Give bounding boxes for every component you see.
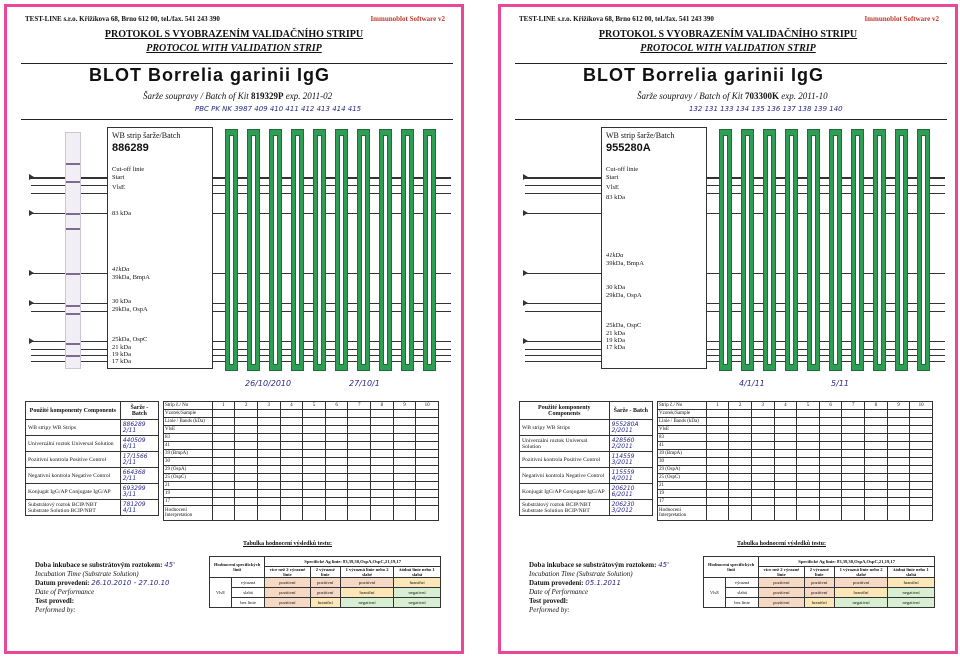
interp-cell: pozitivní	[834, 578, 887, 588]
interp-h1: Hodnocení specifických linií	[210, 557, 265, 578]
strip-number: 4	[774, 402, 797, 410]
component-batch: 115559 4/2011	[609, 468, 652, 484]
interp-vlse: VlsE	[704, 578, 726, 608]
interp-row-label: výrazná	[725, 578, 758, 588]
strip-number: 1	[212, 402, 235, 410]
grid-band: 30	[164, 458, 213, 466]
strip-number: 3	[257, 402, 280, 410]
interp-h2: Specifické Ag linie: 83,39,30,OspA,OspC,21,19,17	[265, 557, 441, 567]
start-label: Start	[606, 174, 619, 181]
interp-cell: hraniční	[310, 598, 340, 608]
kda29-label: 29kDa, OspA	[112, 306, 148, 313]
kda29-label: 29kDa, OspA	[606, 292, 642, 299]
performed-label-en: Performed by:	[529, 606, 570, 614]
interp-cell: hraniční	[804, 598, 834, 608]
arrow-icon	[29, 338, 34, 344]
interp-row-label: slabá	[231, 588, 264, 598]
grid-band: 21	[658, 482, 707, 490]
interp-cell: pozitivní	[759, 578, 804, 588]
strip	[917, 129, 930, 371]
component-batch: 664368 2/11	[120, 468, 158, 484]
components-header: Použité komponenty Components	[26, 402, 121, 420]
components-header: Použité komponenty Components	[520, 402, 610, 420]
grid-band: VlsE	[164, 426, 213, 434]
interp-cell: pozitivní	[759, 598, 804, 608]
batch-header: Šarže - Batch	[609, 402, 652, 420]
validation-strip	[65, 132, 81, 369]
component-batch: 781209 4/11	[120, 500, 158, 516]
strip	[291, 129, 304, 371]
grid-head-sample: Vzorek/Sample	[164, 410, 213, 418]
strip	[379, 129, 392, 371]
strip	[423, 129, 436, 371]
kda30-label: 30 kDa	[112, 298, 131, 305]
interp-h1: Hodnocení specifických linií	[704, 557, 759, 578]
strip	[357, 129, 370, 371]
interp-sub: více než 2 výrazné linie	[265, 567, 310, 578]
company-address: TEST-LINE s.r.o. Křižíkova 68, Brno 612 00, tel./fax. 541 243 390	[25, 15, 220, 23]
grid-band: VlsE	[658, 426, 707, 434]
interp-cell: pozitivní	[265, 598, 310, 608]
component-row: WB stripy WB Strips	[520, 420, 610, 436]
component-row: Negativní kontrola Negative Control	[520, 468, 610, 484]
strip-label-box	[601, 127, 707, 369]
strip-number: 9	[393, 402, 416, 410]
interp-sub: 2 výrazné linie	[804, 567, 834, 578]
strip-number: 10	[910, 402, 933, 410]
date-label-en: Date of Performance	[35, 588, 95, 596]
components-table	[519, 401, 653, 516]
strip	[247, 129, 260, 371]
strip-grid-table	[657, 401, 933, 521]
strip-number: 7	[348, 402, 371, 410]
grid-band: 29 (OspA)	[164, 466, 213, 474]
handwritten-date-b: 5/11	[831, 379, 849, 388]
divider	[21, 63, 453, 64]
divider	[515, 119, 947, 120]
interp-cell: negativní	[888, 588, 935, 598]
grid-head-strip: Strip č./ No	[164, 402, 213, 410]
interp-sub: žádná linie nebo 1 slabá	[394, 567, 441, 578]
component-batch: 693299 3/11	[120, 484, 158, 500]
grid-band: 17	[658, 498, 707, 506]
date-value: 26.10.2010 - 27.10.10	[91, 579, 170, 587]
exp-value: 2011-02	[302, 91, 333, 101]
date-value: 05.1.2011	[585, 579, 621, 587]
company-header	[519, 15, 947, 23]
title-en: PROTOCOL WITH VALIDATION STRIP	[146, 43, 322, 54]
interp-cell: negativní	[888, 598, 935, 608]
arrow-icon	[29, 210, 34, 216]
strip	[269, 129, 282, 371]
interp-cell: hraniční	[888, 578, 935, 588]
kda83-label: 83 kDa	[112, 210, 131, 217]
batch-value: 819329P	[251, 91, 284, 101]
grid-band: 21	[164, 482, 213, 490]
grid-band: 83	[658, 434, 707, 442]
grid-band: 39 (BmpA)	[658, 450, 707, 458]
strip	[851, 129, 864, 371]
interp-cell: hraniční	[394, 578, 441, 588]
date-label: Datum provedení:	[35, 579, 90, 587]
component-batch: 440509 6/11	[120, 436, 158, 452]
component-row: Univerzální roztok Universal Solution	[26, 436, 121, 452]
arrow-icon	[523, 210, 528, 216]
component-row: Konjugát IgG/AP Conjugate IgG/AP	[520, 484, 610, 500]
component-row: Pozitivní kontrola Positive Control	[520, 452, 610, 468]
kda21-label: 21 kDa	[606, 330, 625, 337]
interpretation-title: Tabulka hodnocení výsledků testu:	[737, 541, 826, 547]
company-address: TEST-LINE s.r.o. Křižíkova 68, Brno 612 00, tel./fax. 541 243 390	[519, 15, 714, 23]
component-row: Pozitivní kontrola Positive Control	[26, 452, 121, 468]
component-row: Univerzální roztok Universal Solution	[520, 436, 610, 452]
grid-interpretation: Hodnocení Interpretation	[164, 506, 213, 521]
interp-sub: 1 výrazná linie nebo 2 slabé	[834, 567, 887, 578]
interp-cell: pozitivní	[804, 588, 834, 598]
company-header	[25, 15, 453, 23]
interp-row-label: bez linie	[725, 598, 758, 608]
interp-cell: negativní	[394, 588, 441, 598]
grid-head-strip: Strip č./ No	[658, 402, 707, 410]
kda83-label: 83 kDa	[606, 194, 625, 201]
vlse-label: VlsE	[112, 184, 125, 191]
component-row: Negativní kontrola Negative Control	[26, 468, 121, 484]
incubation-label: Doba inkubace se substrátovým roztokem:	[35, 561, 163, 569]
interp-row-label: výrazná	[231, 578, 264, 588]
wb-batch-number: 955280A	[606, 142, 651, 154]
protocol-sheet-right	[498, 4, 958, 654]
strip	[335, 129, 348, 371]
kda17-label: 17 kDa	[606, 344, 625, 351]
component-row: Konjugát IgG/AP Conjugate IgG/AP	[26, 484, 121, 500]
interp-cell: hraniční	[340, 588, 393, 598]
strip-number: 1	[706, 402, 729, 410]
grid-band: 30	[658, 458, 707, 466]
strip-number: 9	[887, 402, 910, 410]
exp-value: 2011-10	[798, 91, 828, 101]
divider	[21, 119, 453, 120]
batch-line	[143, 91, 332, 101]
incubation-block	[35, 561, 175, 615]
strip-number: 2	[235, 402, 258, 410]
incubation-block	[529, 561, 669, 615]
interp-cell: negativní	[394, 598, 441, 608]
cutoff-label: Cut-off linie	[606, 166, 639, 173]
incubation-label-en: Incubation Time (Substrate Solution)	[35, 570, 139, 578]
strip-number: 6	[819, 402, 842, 410]
title-en: PROTOCOL WITH VALIDATION STRIP	[640, 43, 816, 54]
performed-label-en: Performed by:	[35, 606, 76, 614]
component-row: Substrátový roztok BCIP/NBT Substrate Solution BCIP/NBT	[520, 500, 610, 516]
interp-sub: více než 2 výrazné linie	[759, 567, 804, 578]
interp-cell: hraniční	[834, 588, 887, 598]
interp-cell: negativní	[340, 598, 393, 608]
software-brand: Immunoblot Software v2	[370, 15, 445, 23]
components-table	[25, 401, 159, 516]
interp-vlse: VlsE	[210, 578, 232, 608]
component-batch: 886289 2/11	[120, 420, 158, 436]
kda41-label: 41kDa	[606, 252, 624, 259]
strip	[741, 129, 754, 371]
kda39-label: 39kDa, BmpA	[606, 260, 644, 267]
strip	[829, 129, 842, 371]
grid-interpretation: Hodnocení Interpretation	[658, 506, 707, 521]
interp-row-label: bez linie	[231, 598, 264, 608]
interp-cell: pozitivní	[310, 578, 340, 588]
kda39-label: 39kDa, BmpA	[112, 274, 150, 281]
start-label: Start	[112, 174, 125, 181]
column-handwriting: PBC PK NK 3987 409 410 411 412 413 414 415	[195, 105, 362, 113]
kda30-label: 30 kDa	[606, 284, 625, 291]
batch-line	[637, 91, 828, 101]
interpretation-title: Tabulka hodnocení výsledků testu:	[243, 541, 332, 547]
interp-cell: pozitivní	[265, 588, 310, 598]
kda17-label: 17 kDa	[112, 358, 131, 365]
grid-head-bands: Linie / Bands (kDa)	[658, 418, 707, 426]
exp-label: exp.	[781, 91, 797, 101]
interp-cell: negativní	[834, 598, 887, 608]
grid-band: 41	[164, 442, 213, 450]
batch-label: Šarže soupravy / Batch of Kit	[143, 91, 249, 101]
component-batch: 428560 2/2011	[609, 436, 652, 452]
interp-sub: 1 výrazná linie nebo 2 slabé	[340, 567, 393, 578]
interp-cell: pozitivní	[759, 588, 804, 598]
strip	[719, 129, 732, 371]
strip	[785, 129, 798, 371]
kda19-label: 19 kDa	[112, 351, 131, 358]
arrow-icon	[523, 174, 528, 180]
component-batch: 206210 6/2011	[609, 484, 652, 500]
grid-band: 39 (BmpA)	[164, 450, 213, 458]
component-batch: 114559 3/2011	[609, 452, 652, 468]
grid-band: 41	[658, 442, 707, 450]
grid-band: 17	[164, 498, 213, 506]
blot-title: BLOT Borrelia garinii IgG	[583, 65, 825, 85]
grid-band: 25 (OspC)	[658, 474, 707, 482]
interp-sub: 2 výrazné linie	[310, 567, 340, 578]
grid-band: 83	[164, 434, 213, 442]
component-batch: 955280A 2/2011	[609, 420, 652, 436]
strip	[313, 129, 326, 371]
kda21-label: 21 kDa	[112, 344, 131, 351]
kda25-label: 25kDa, OspC	[112, 336, 148, 343]
grid-head-sample: Vzorek/Sample	[658, 410, 707, 418]
batch-value: 703300K	[745, 91, 780, 101]
strip-number: 8	[371, 402, 394, 410]
title-cz: PROTOKOL S VYOBRAZENÍM VALIDAČNÍHO STRIPU	[104, 29, 364, 40]
strip-number: 5	[303, 402, 326, 410]
strip	[225, 129, 238, 371]
interp-h2: Specifické Ag linie: 83,39,30,OspA,OspC,21,19,17	[759, 557, 935, 567]
divider	[515, 63, 947, 64]
component-row: WB stripy WB Strips	[26, 420, 121, 436]
incubation-label: Doba inkubace se substrátovým roztokem:	[529, 561, 657, 569]
strip-label-box	[107, 127, 213, 369]
strip-number: 7	[842, 402, 865, 410]
arrow-icon	[523, 300, 528, 306]
blot-title: BLOT Borrelia garinii IgG	[89, 65, 331, 85]
arrow-icon	[29, 270, 34, 276]
wb-strip-label: WB strip šarže/Batch	[606, 131, 675, 140]
batch-header: Šarže - Batch	[120, 402, 158, 420]
strip-number: 6	[325, 402, 348, 410]
vlse-label: VlsE	[606, 184, 619, 191]
kda19-label: 19 kDa	[606, 337, 625, 344]
batch-label: Šarže soupravy / Batch of Kit	[637, 91, 743, 101]
incubation-value: 45'	[658, 561, 670, 569]
interp-cell: pozitivní	[340, 578, 393, 588]
performed-label: Test provedl:	[529, 597, 569, 605]
column-handwriting: 132 131 133 134 135 136 137 138 139 140	[689, 105, 843, 113]
strip	[401, 129, 414, 371]
handwritten-date-a: 26/10/2010	[245, 379, 292, 388]
cutoff-label: Cut-off linie	[112, 166, 145, 173]
interp-cell: pozitivní	[265, 578, 310, 588]
strip-grid-table	[163, 401, 439, 521]
interp-cell: pozitivní	[804, 578, 834, 588]
wb-batch-number: 886289	[112, 142, 149, 154]
handwritten-date-a: 4/1/11	[739, 379, 765, 388]
strip	[807, 129, 820, 371]
component-batch: 17/1566 2/11	[120, 452, 158, 468]
arrow-icon	[523, 270, 528, 276]
arrow-icon	[523, 338, 528, 344]
strip-number: 8	[865, 402, 888, 410]
date-label-en: Date of Performance	[529, 588, 589, 596]
grid-band: 19	[658, 490, 707, 498]
interp-cell: pozitivní	[310, 588, 340, 598]
strip-number: 5	[797, 402, 820, 410]
strip	[873, 129, 886, 371]
interp-row-label: slabá	[725, 588, 758, 598]
strip	[763, 129, 776, 371]
strip	[895, 129, 908, 371]
strip-number: 3	[751, 402, 774, 410]
kda41-label: 41kDa	[112, 266, 130, 273]
incubation-value: 45'	[164, 561, 176, 569]
interpretation-table	[703, 556, 935, 608]
arrow-icon	[29, 300, 34, 306]
interpretation-table	[209, 556, 441, 608]
grid-band: 25 (OspC)	[164, 474, 213, 482]
component-row: Substrátový roztok BCIP/NBT Substrate Solution BCIP/NBT	[26, 500, 121, 516]
performed-label: Test provedl:	[35, 597, 75, 605]
grid-band: 29 (OspA)	[658, 466, 707, 474]
grid-head-bands: Linie / Bands (kDa)	[164, 418, 213, 426]
wb-strip-label: WB strip šarže/Batch	[112, 131, 181, 140]
interp-sub: žádná linie nebo 1 slabá	[888, 567, 935, 578]
title-cz: PROTOKOL S VYOBRAZENÍM VALIDAČNÍHO STRIPU	[598, 29, 858, 40]
software-brand: Immunoblot Software v2	[864, 15, 939, 23]
grid-band: 19	[164, 490, 213, 498]
strip-number: 10	[416, 402, 439, 410]
incubation-label-en: Incubation Time (Substrate Solution)	[529, 570, 633, 578]
component-batch: 206230 3/2012	[609, 500, 652, 516]
kda25-label: 25kDa, OspC	[606, 322, 642, 329]
strip-number: 4	[280, 402, 303, 410]
arrow-icon	[29, 174, 34, 180]
strip-number: 2	[729, 402, 752, 410]
handwritten-date-b: 27/10/1	[349, 379, 380, 388]
exp-label: exp.	[285, 91, 301, 101]
protocol-sheet-left	[4, 4, 464, 654]
date-label: Datum provedení:	[529, 579, 584, 587]
